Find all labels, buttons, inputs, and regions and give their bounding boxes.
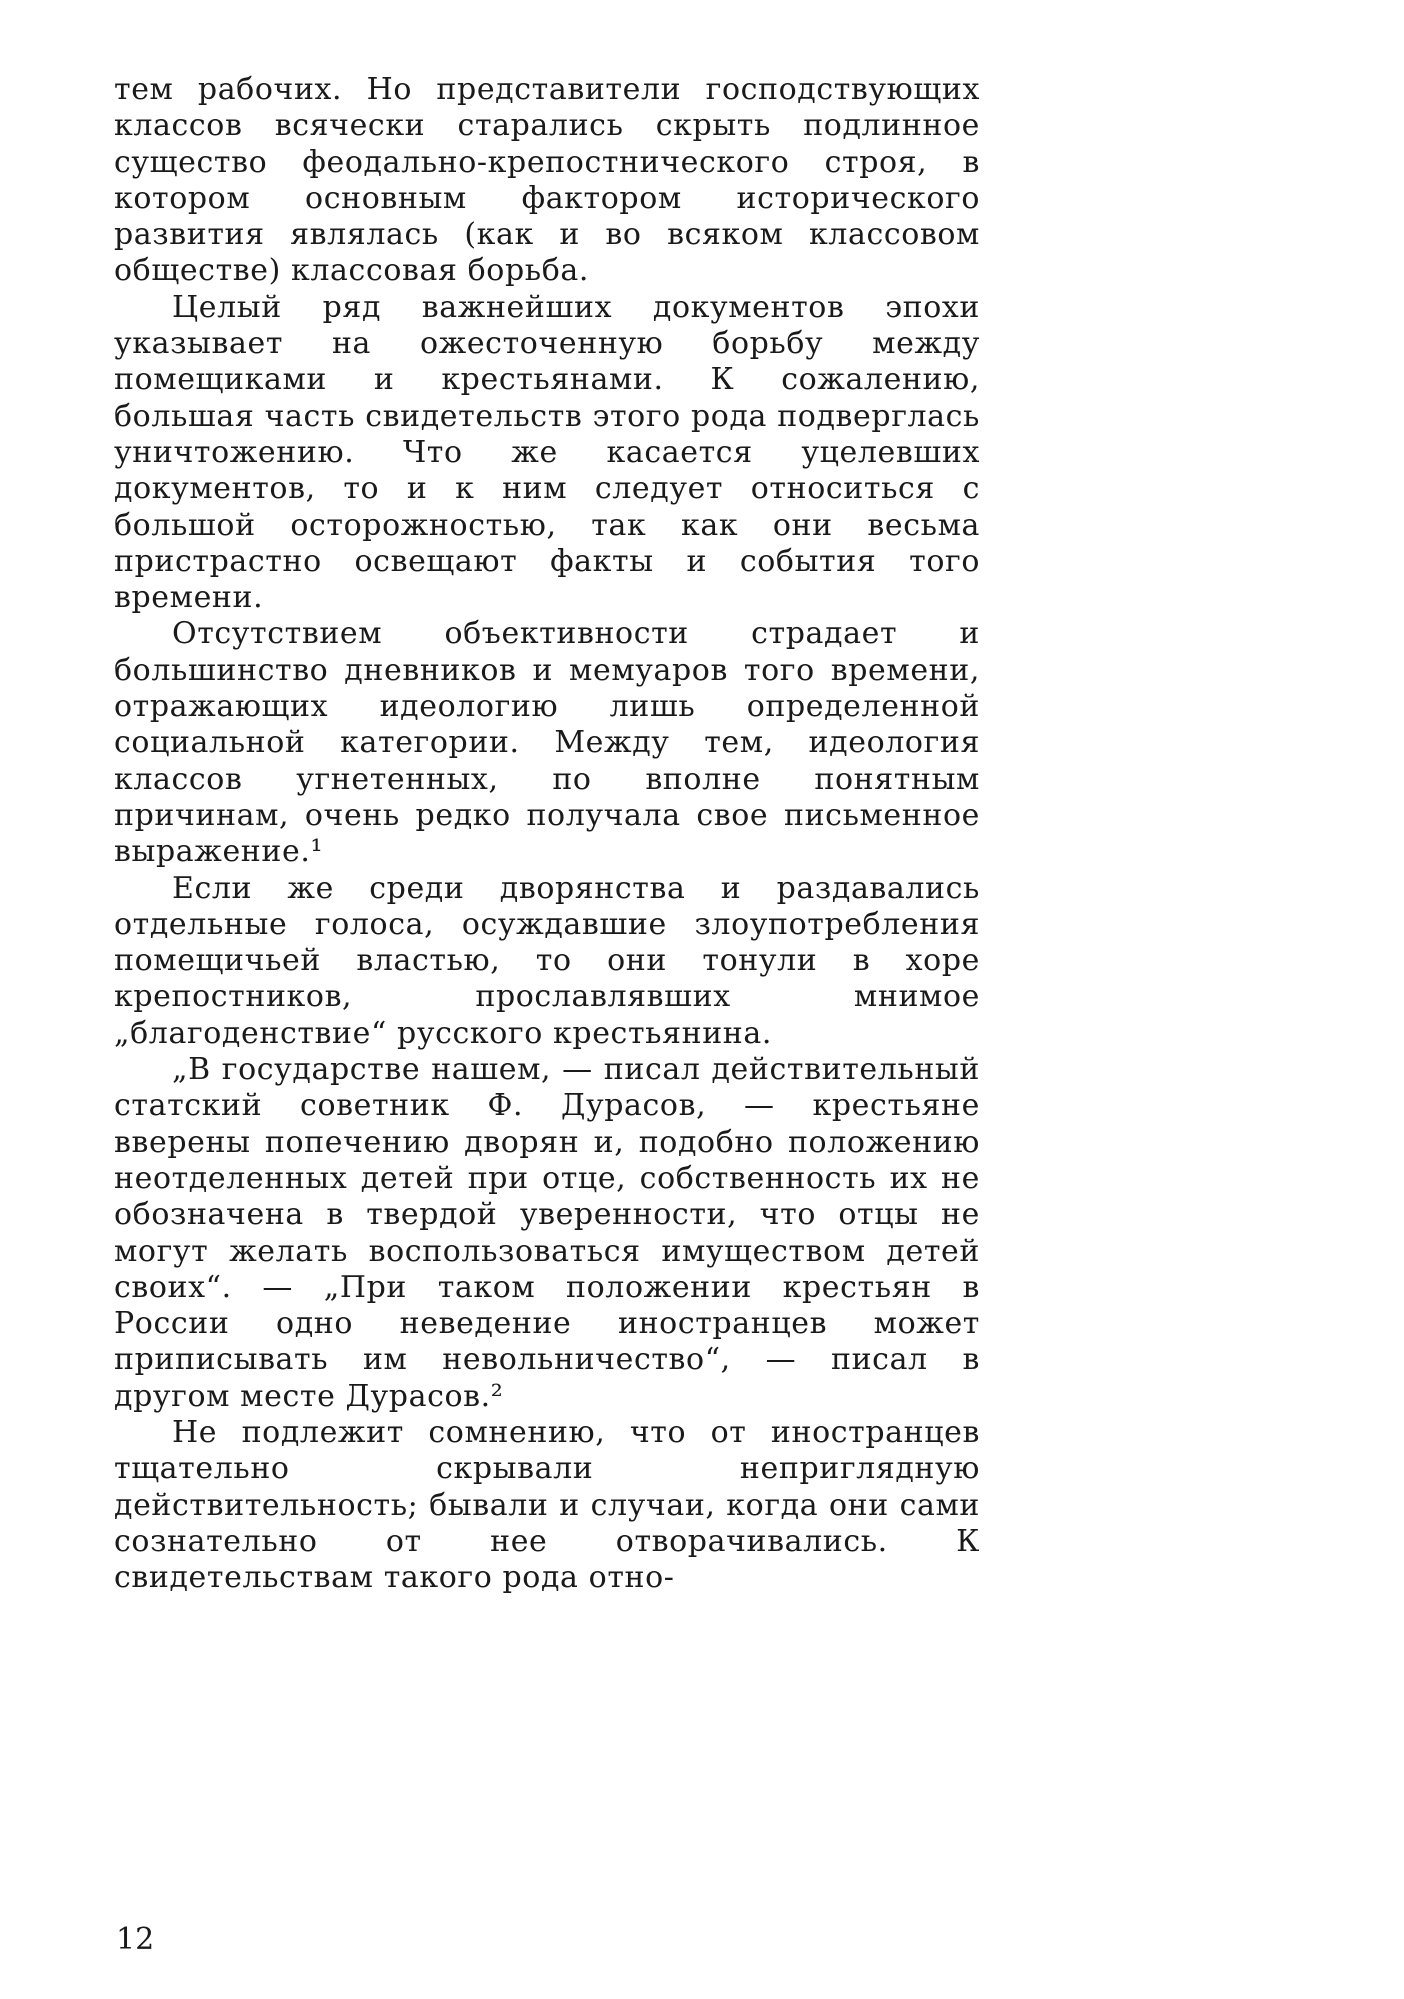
paragraph-documents: Целый ряд важнейших документов эпохи указывает на ожесточенную борьбу между помещиками и крестьянами. К сожалению, большая часть свидетельств этого рода подверглась уничтожению. Что же касается уцелевших документов, то и к ним следует относиться с большой осторожностью, так как они весьма пристрастно освещают факты и события того времени.	[114, 289, 980, 616]
paragraph-durasov-quote: „В государстве нашем, — писал действительный статский советник Ф. Дурасов, — крестьяне вверены попечению дворян и, подобно положению неотделенных детей при отце, собственность их не обозначена в твердой уверенности, что отцы не могут желать воспользоваться имуществом детей своих“. — „При таком положении крестьян в России одно неведение иностранцев может приписывать им невольничество“, — писал в другом месте Дурасов.²	[114, 1052, 980, 1414]
page-number: 12	[116, 1922, 155, 1957]
paragraph-memoirs: Отсутствием объективности страдает и большинство дневников и мемуаров того времени, отражающих идеологию лишь определенной социальной категории. Между тем, идеология классов угнетенных, по вполне понятным причинам, очень редко получала свое письменное выражение.¹	[114, 616, 980, 870]
paragraph-foreigners: Не подлежит сомнению, что от иностранцев тщательно скрывали неприглядную действительность; бывали и случаи, когда они сами сознательно от нее отворачивались. К свидетельствам такого рода отно-	[114, 1414, 980, 1596]
paragraph-continuation: тем рабочих. Но представители господствующих классов всячески старались скрыть подлинное существо феодально-крепостнического строя, в котором основным фактором исторического развития являлась (как и во всяком классовом обществе) классовая борьба.	[114, 72, 980, 289]
body-text	[114, 72, 980, 1596]
paragraph-nobility-voices: Если же среди дворянства и раздавались отдельные голоса, осуждавшие злоупотребления помещичьей властью, то они тонули в хоре крепостников, прославлявших мнимое „благоденствие“ русского крестьянина.	[114, 870, 980, 1051]
